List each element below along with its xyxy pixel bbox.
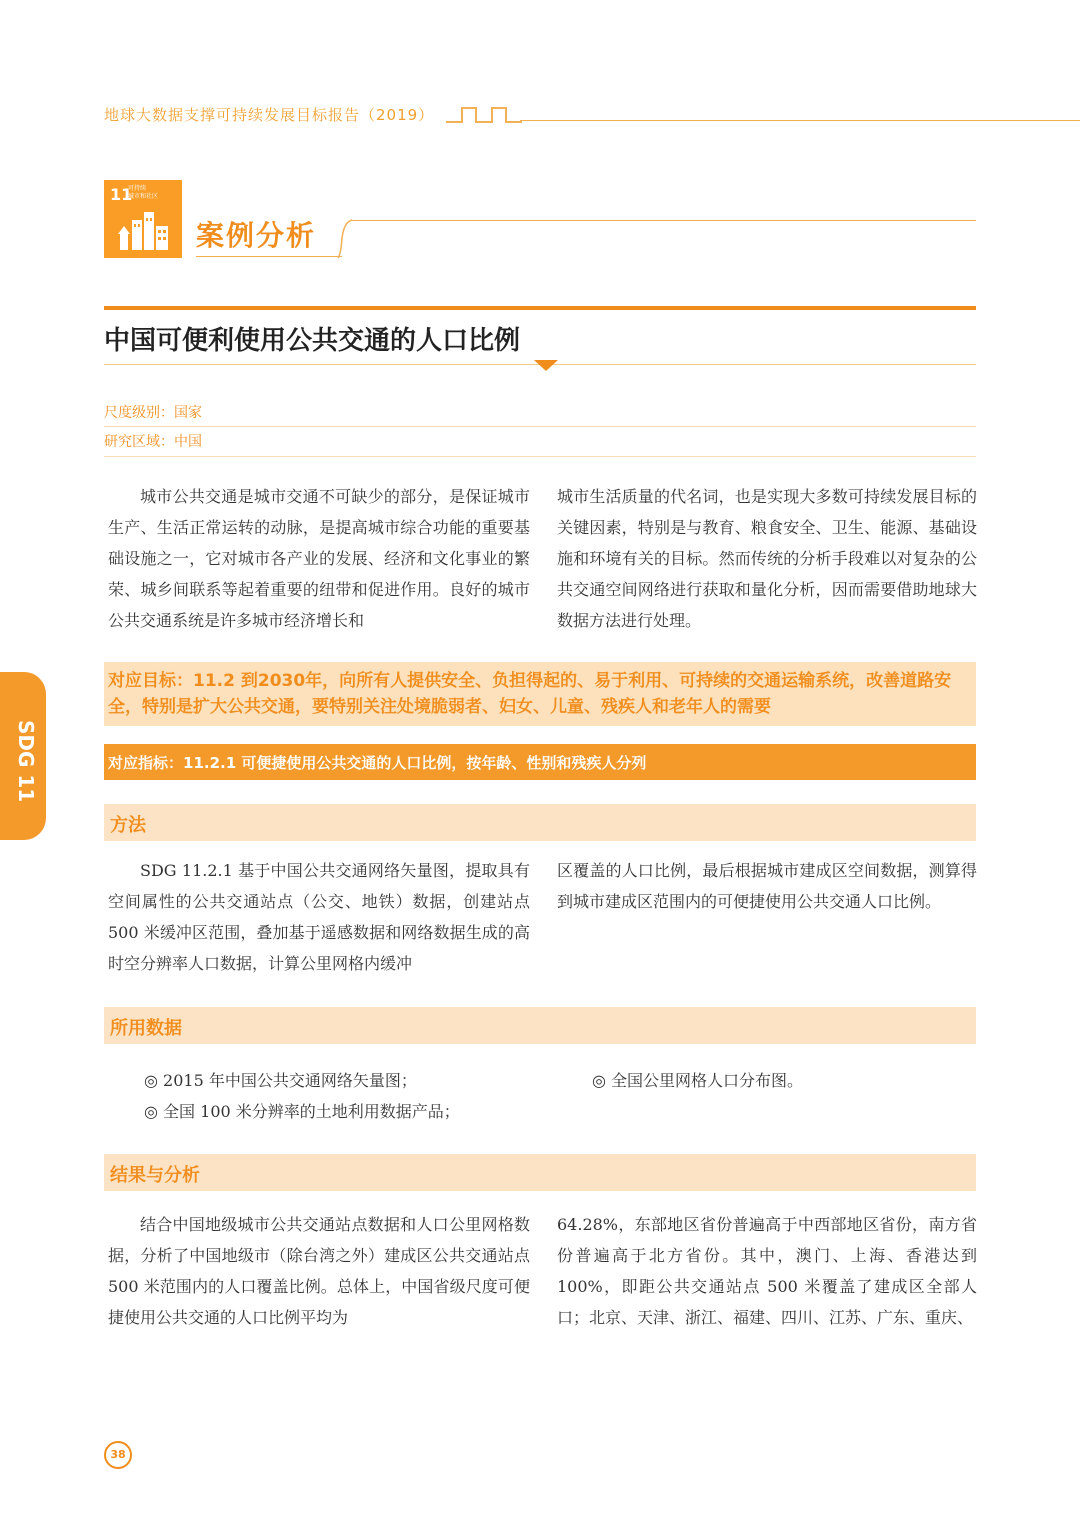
indicator-text: 对应指标：11.2.1 可便捷使用公共交通的人口比例，按年龄、性别和残疾人分列 xyxy=(108,754,647,772)
case-heading-rule-top xyxy=(350,220,976,221)
results-paragraph-left: 结合中国地级城市公共交通站点数据和人口公里网格数据，分析了中国地级市（除台湾之外）建成区公共交通站点 500 米范围内的人口覆盖比例。总体上，中国省级尺度可便捷使用公共交通的人口比例平均为 xyxy=(108,1215,530,1327)
data-list-item: ◎ 全国 100 米分辨率的土地利用数据产品； xyxy=(144,1102,460,1121)
case-heading-bracket-icon xyxy=(336,218,356,260)
method-heading: 方法 xyxy=(110,815,146,836)
page-number: 38 xyxy=(104,1441,132,1469)
scale-label: 尺度级别：国家 xyxy=(104,405,202,421)
sdg-badge-text xyxy=(128,185,158,201)
title-top-bar xyxy=(104,306,976,310)
header-decoration-icon xyxy=(446,104,526,124)
sdg-side-tab-label: SDG 11 xyxy=(14,720,38,803)
city-buildings-icon xyxy=(118,210,170,250)
intro-paragraph-right: 城市生活质量的代名词，也是实现大多数可持续发展目标的关键因素，特别是与教育、粮食安全、卫生、能源、基础设施和环境有关的目标。然而传统的分析手段难以对复杂的公共交通空间网络进行获取和量化分析，因而需要借助地球大数据方法进行处理。 xyxy=(557,487,977,630)
data-section-band xyxy=(104,1007,976,1044)
case-analysis-heading: 案例分析 xyxy=(196,219,317,252)
data-list-item: ◎ 全国公里网格人口分布图。 xyxy=(592,1071,804,1090)
target-text: 对应目标：11.2 到2030年，向所有人提供安全、负担得起的、易于利用、可持续的交通运输系统，改善道路安全，特别是扩大公共交通，要特别关注处境脆弱者、妇女、儿童、残疾人和老年人的需要 xyxy=(108,671,952,717)
meta-divider xyxy=(104,456,976,457)
intro-paragraph-left: 城市公共交通是城市交通不可缺少的部分，是保证城市生产、生活正常运转的动脉，是提高城市综合功能的重要基础设施之一，它对城市各产业的发展、经济和文化事业的繁荣、城乡间联系等起着重要的纽带和促进作用。良好的城市公共交通系统是许多城市经济增长和 xyxy=(108,487,530,630)
region-label: 研究区域：中国 xyxy=(104,434,202,450)
method-section-band xyxy=(104,804,976,841)
method-paragraph-left: SDG 11.2.1 基于中国公共交通网络矢量图，提取具有空间属性的公共交通站点（公交、地铁）数据，创建站点 500 米缓冲区范围，叠加基于遥感数据和网络数据生成的高时空分辨率人口数据，计算公里网格内缓冲 xyxy=(108,861,530,973)
results-heading: 结果与分析 xyxy=(110,1165,200,1186)
method-paragraph-right: 区覆盖的人口比例，最后根据城市建成区空间数据，测算得到城市建成区范围内的可便捷使用公共交通人口比例。 xyxy=(557,861,977,911)
triangle-down-icon xyxy=(534,360,558,372)
sdg-badge-number: 11 xyxy=(110,185,133,204)
report-header-title: 地球大数据支撑可持续发展目标报告（2019） xyxy=(104,106,435,124)
header-rule xyxy=(520,120,1080,121)
meta-divider xyxy=(104,426,976,427)
sdg-11-badge xyxy=(104,180,182,258)
results-section-band xyxy=(104,1154,976,1191)
results-paragraph-right: 64.28%，东部地区省份普遍高于中西部地区省份，南方省份普遍高于北方省份。其中，澳门、上海、香港达到100%，即距公共交通站点 500 米覆盖了建成区全部人口；北京、天津、浙江、福建、四川、江苏、广东、重庆、 xyxy=(557,1215,977,1327)
case-heading-rule-bottom xyxy=(196,256,342,257)
data-list-item: ◎ 2015 年中国公共交通网络矢量图； xyxy=(144,1071,417,1090)
data-heading: 所用数据 xyxy=(110,1018,182,1039)
sdg-badge-text-line2: 城市和社区 xyxy=(128,193,159,200)
article-title: 中国可便利使用公共交通的人口比例 xyxy=(104,326,521,356)
sdg-badge-text-line1: 可持续 xyxy=(128,185,147,192)
